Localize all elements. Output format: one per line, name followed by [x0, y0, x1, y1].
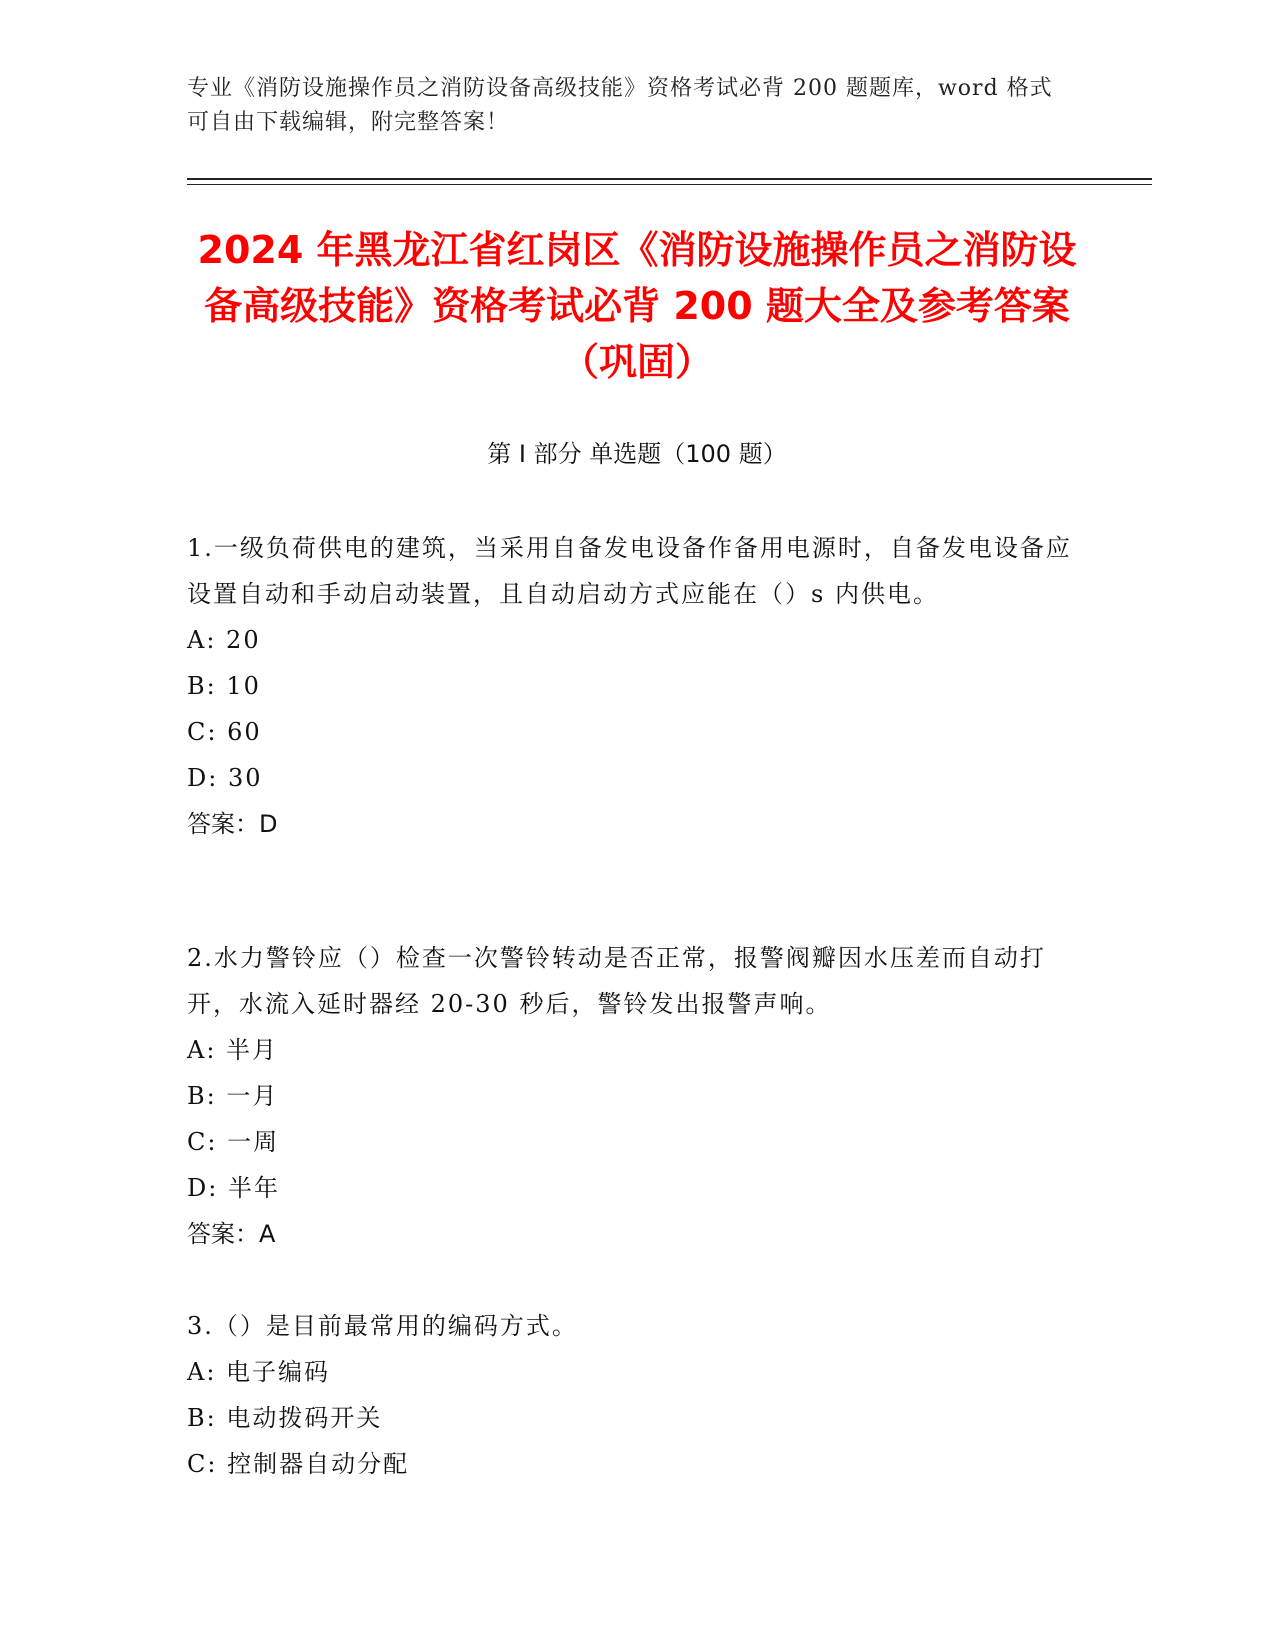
option-a: A: 20: [187, 626, 261, 654]
option-a: A: 半月: [187, 1036, 279, 1064]
header-divider-thick: [187, 178, 1152, 180]
question-3: [187, 1303, 1087, 1487]
option-b: B: 一月: [187, 1082, 279, 1110]
option-a: A: 电子编码: [187, 1358, 331, 1386]
answer-line: 答案：A: [187, 1220, 276, 1248]
header-divider-thin: [187, 184, 1152, 185]
option-c: C: 一周: [187, 1128, 280, 1156]
question-text: 1.一级负荷供电的建筑，当采用自备发电设备作备用电源时，自备发电设备应设置自动和手动启动装置，且自动启动方式应能在（）s 内供电。: [187, 534, 1072, 608]
question-text: 3.（）是目前最常用的编码方式。: [187, 1312, 578, 1340]
option-c: C: 控制器自动分配: [187, 1450, 410, 1478]
question-text: 2.水力警铃应（）检查一次警铃转动是否正常，报警阀瓣因水压差而自动打开，水流入延时器经 20-30 秒后，警铃发出报警声响。: [187, 944, 1046, 1018]
answer-line: 答案：D: [187, 810, 278, 838]
option-c: C: 60: [187, 718, 262, 746]
question-2: [187, 935, 1087, 1257]
option-d: D: 半年: [187, 1174, 280, 1202]
option-b: B: 10: [187, 672, 261, 700]
option-b: B: 电动拨码开关: [187, 1404, 383, 1432]
header-note: 专业《消防设施操作员之消防设备高级技能》资格考试必背 200 题题库，word 格式可自由下载编辑，附完整答案！: [187, 76, 1053, 135]
section-title: 第 I 部分 单选题（100 题）: [487, 440, 787, 468]
document-title: 2024 年黑龙江省红岗区《消防设施操作员之消防设备高级技能》资格考试必背 200 题大全及参考答案（巩固）: [197, 228, 1077, 384]
option-d: D: 30: [187, 764, 263, 792]
question-1: [187, 525, 1087, 847]
